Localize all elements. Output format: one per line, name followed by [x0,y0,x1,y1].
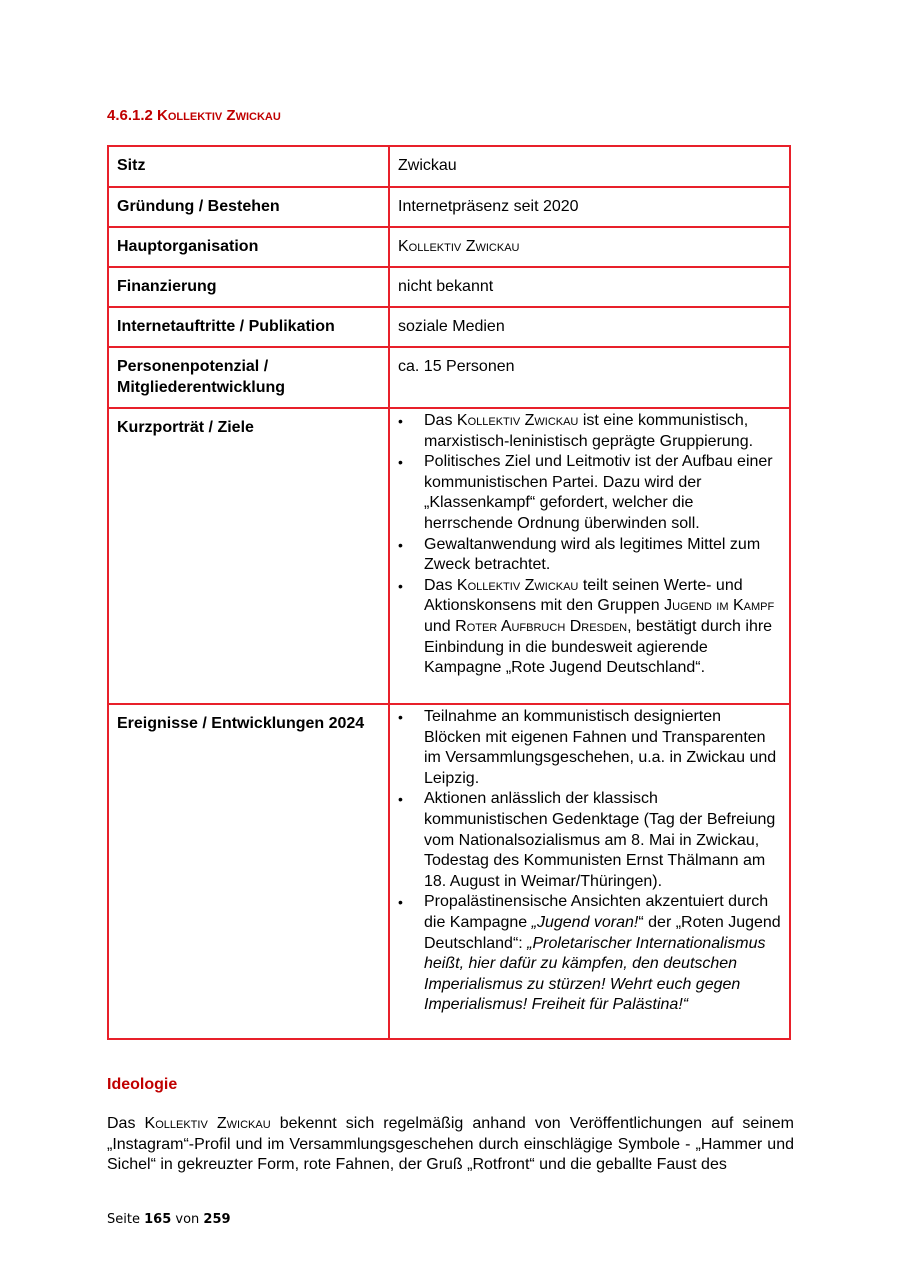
text: Gewaltanwendung wird als legitimes Mittel zum Zweck betrachtet. [424,535,761,574]
ideology-paragraph [107,1114,794,1176]
bullet-icon: • [398,536,403,553]
profile-table [107,145,791,1040]
list-item [396,789,781,892]
org-name: Kollektiv Zwickau [456,576,579,594]
row-value: Zwickau [389,146,790,187]
text: bekennt sich regelmäßig anhand von Veröffentlichungen auf seinem „Instagram“-Profil und im Versammlungsgeschehen durch einschlägige Symbole - „Hammer und Sichel“ in gekreuzter Form, rote Fahnen, der Gruß „Rotfront“ und die geballte Faust des [107,1115,795,1173]
row-label: Personenpotenzial / Mitgliederentwicklung [108,347,389,408]
list-item [396,535,781,576]
row-label: Hauptorganisation [108,227,389,267]
list-item [396,411,781,452]
list-item [396,576,781,679]
text: Aktionen anlässlich der klassisch kommunistischen Gedenktage (Tag der Befreiung vom Nationalsozialismus am 8. Mai in Zwickau, Todestag des Kommunisten Ernst Thälmann am 18. August in Weimar/Thüringen). [424,790,776,890]
table-row [108,704,790,1039]
org-name: Jugend im Kampf [664,597,775,615]
bullet-list [396,411,781,679]
bullet-icon: • [398,454,403,471]
row-value: soziale Medien [389,307,790,347]
text: Teilnahme an kommunistisch designierten Blöcken mit eigenen Fahnen und Transparenten im Versammlungsgeschehen, u.a. in Zwickau und Leipzig. [424,708,777,787]
page-total: 259 [203,1212,231,1227]
row-label: Gründung / Bestehen [108,187,389,227]
bullet-icon: • [398,894,403,911]
list-item [396,892,781,1016]
table-row [108,408,790,704]
section-number: 4.6.1.2 [107,107,153,124]
quote: „Jugend voran! [531,913,639,931]
bullet-icon: • [398,791,403,808]
bullet-icon: • [398,413,403,429]
row-value: Kollektiv Zwickau [389,227,790,267]
section-heading [107,107,281,124]
text: Das [424,576,457,594]
row-label: Ereignisse / Entwicklungen 2024 [108,704,389,1039]
row-value: nicht bekannt [389,267,790,307]
quote-close: “ [682,996,689,1014]
org-name: Kollektiv Zwickau [456,412,579,429]
table-row [108,347,790,408]
bullet-icon: • [398,709,403,725]
bullet-icon: • [398,577,403,594]
row-value: Internetpräsenz seit 2020 [389,187,790,227]
section-title: Kollektiv Zwickau [157,107,281,124]
ideology-heading: Ideologie [107,1076,178,1093]
text: teilt seinen Werte- und Aktionskonsens mit den Gruppen [424,576,743,615]
table-row [108,146,790,187]
page-footer [107,1212,231,1227]
row-value-list [389,408,790,704]
text: ist eine kommunistisch, marxistisch-leninistisch geprägte Gruppierung. [424,412,754,450]
text: Politisches Ziel und Leitmotiv ist der Aufbau einer kommunistischen Partei. Dazu wird der „Klassenkampf“ gefordert, welcher die herrschende Ordnung überwinden soll. [424,453,773,532]
footer-prefix: Seite [107,1212,140,1227]
row-value: ca. 15 Personen [389,347,790,408]
quote: „Proletarischer Internationalismus heißt, hier dafür zu kämpfen, den deutschen Imperialismus zu stürzen! Wehrt euch gegen Imperialismus! Freiheit für Palästina! [424,934,766,1014]
org-name: Roter Aufbruch Dresden [455,617,628,635]
page-number: 165 [144,1212,172,1227]
table-row [108,307,790,347]
text: Propalästinensische Ansichten akzentuiert durch die Kampagne [424,893,769,931]
table-row [108,267,790,307]
list-item [396,707,781,789]
footer-of: von [175,1212,200,1227]
org-name: Kollektiv Zwickau [144,1115,271,1132]
text: “ der „Roten Jugend Deutschland“: [424,913,781,952]
text: , bestätigt durch ihre Einbindung in die bundesweit agierende Kampagne „Rote Jugend Deutschland“. [424,617,773,677]
row-label: Finanzierung [108,267,389,307]
list-item [396,452,781,534]
row-label: Kurzporträt / Ziele [108,408,389,704]
table-row [108,227,790,267]
table-row [108,187,790,227]
bullet-list [396,707,781,1016]
row-label: Internetauftritte / Publikation [108,307,389,347]
text: Das [424,412,457,429]
text: und [424,617,456,635]
row-label: Sitz [108,146,389,187]
text: Das [107,1115,145,1132]
row-value-list [389,704,790,1039]
